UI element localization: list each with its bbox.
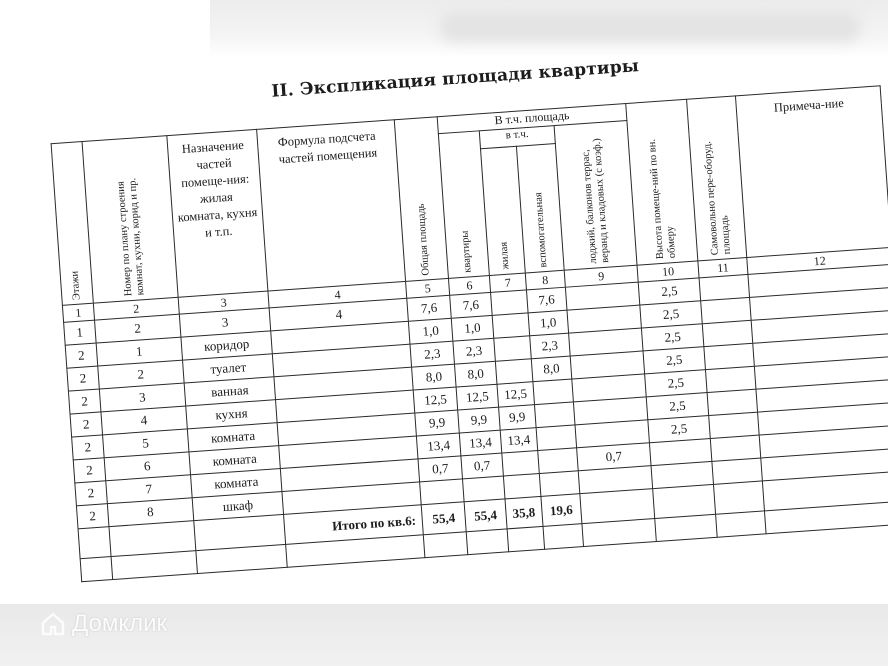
cell-unauthorized [704,343,754,369]
cell-number: 6 [104,452,190,481]
cell-empty [653,484,716,518]
cell-number: 1 [96,337,182,366]
cell-unauthorized [706,366,756,392]
cell-height: 2,5 [643,347,705,374]
col-number: 10 [637,261,699,282]
cell-height: 2,5 [640,301,702,328]
cell-height: 2,5 [646,393,708,420]
col-number: 6 [448,275,490,295]
cell-auxiliary: 7,6 [526,287,567,313]
cell-formula: 4 [269,298,408,331]
cell-purpose: комната [190,469,282,498]
cell-total: 12,5 [413,387,457,413]
cell-total: 13,4 [417,433,461,459]
cell-empty [466,529,508,555]
cell-purpose: кухня [186,400,278,429]
cell-empty [80,557,112,582]
cell-height: 2,5 [648,416,710,443]
cell-height: 2,5 [645,370,707,397]
header-unauthorized: Самовольно пере-оборуд. площадь [687,96,747,261]
cell-unauthorized [712,458,762,484]
cell-living [491,290,528,315]
cell-auxiliary: 2,3 [529,333,570,359]
cell-height: 2,5 [638,278,700,305]
cell-purpose: 3 [179,308,271,337]
cell-floor: 1 [64,320,96,345]
cell-floor: 2 [72,435,104,460]
cell-floor: 2 [70,412,102,437]
cell-living: 9,9 [499,405,536,430]
document-title: II. Экспликация площади квартиры [270,56,640,102]
cell-empty [423,532,467,558]
header-apartment: квартиры [438,131,489,279]
cell-unauthorized [709,412,759,438]
cell-total: 1,0 [409,318,453,344]
header-room-number: Номер по плану строения комнат, кухни, корид и пр. [82,136,178,304]
cell-total: 0,7 [418,456,462,482]
cell-living [502,451,539,476]
cell-living: 13,4 [500,428,537,453]
cell-auxiliary [534,402,575,428]
col-number: 9 [564,265,638,287]
header-group-area: В т.ч. площадь [437,104,627,134]
cell-empty [655,514,717,541]
cell-auxiliary: 1,0 [528,310,569,336]
house-logo-icon [40,611,66,637]
cell-living: 12,5 [497,382,534,407]
total-label: Итого по кв.6: [284,505,424,545]
col-number: 1 [62,303,94,322]
header-formula: Формула подсчета частей помещения [257,120,406,291]
header-floors: Этажи [51,142,93,306]
cell-apartment: 1,0 [451,315,493,341]
cell-floor: 2 [67,366,99,391]
document-sheet [38,19,888,616]
total-auxiliary: 19,6 [541,494,582,527]
cell-living [492,313,529,338]
cell-number: 5 [102,429,188,458]
cell-floor: 2 [73,458,105,483]
cell-auxiliary [538,448,579,474]
cell-auxiliary [533,379,574,405]
cell-number: 4 [101,406,187,435]
header-height: Высота помеще-ний по вн. обмеру [626,99,698,265]
header-balcony: лоджий, балконов террас, веранд и кладовых (с коэф.) [554,121,637,271]
cell-auxiliary [536,425,577,451]
cell-empty [582,519,656,547]
col-number: 11 [698,257,748,277]
cell-height: 2,5 [641,324,703,351]
cell-total: 9,9 [415,410,459,436]
col-number: 5 [406,278,450,298]
cell-unauthorized [702,320,752,346]
cell-apartment: 12,5 [456,384,498,410]
cell-purpose: комната [189,446,281,475]
total-general: 55,4 [421,502,466,535]
cell-empty [543,524,584,550]
cell-auxiliary: 8,0 [531,356,572,382]
total-living: 35,8 [505,496,543,528]
header-note: Примеча-ние [735,86,888,258]
header-purpose: Назначение частей помеще-ния: жилая комната, кухня и т.п. [167,129,269,297]
cell-number: 2 [98,360,184,389]
cell-floor: 2 [65,343,97,368]
cell-apartment: 13,4 [459,430,501,456]
cell-empty [111,551,197,580]
cell-living [503,474,540,499]
cell-number: 8 [107,498,193,527]
cell-total: 2,3 [410,341,454,367]
cell-empty [714,481,765,514]
cell-number: 2 [94,314,180,343]
header-auxiliary: вспомогательная [516,144,564,273]
header-living: жилая [480,146,525,275]
cell-floor: 2 [76,504,108,529]
cell-living [494,336,531,361]
cell-purpose: туалет [182,354,274,383]
col-number: 3 [178,291,269,314]
cell-purpose: шкаф [192,491,284,520]
cell-purpose: ванная [184,377,276,406]
cell-purpose: коридор [181,331,273,360]
cell-floor: 2 [68,389,100,414]
cell-auxiliary [539,471,580,497]
watermark-text: Домклик [72,610,168,637]
header-total-area: Общая площадь [394,117,448,282]
col-number: 2 [93,297,179,320]
cell-apartment: 8,0 [454,361,496,387]
watermark [40,610,167,638]
col-number: 8 [525,270,565,290]
cell-balcony: 0,7 [577,443,651,471]
cell-empty [716,511,766,537]
cell-empty [196,544,288,573]
col-number: 4 [268,281,407,308]
cell-floor: 2 [75,481,107,506]
cell-total: 8,0 [412,364,456,390]
cell-unauthorized [701,297,751,323]
cell-empty [78,527,111,559]
col-number: 12 [747,247,888,274]
explication-table [51,85,888,582]
cell-living [495,359,532,384]
cell-number: 3 [99,383,185,412]
cell-total: 7,6 [407,295,451,321]
cell-apartment: 0,7 [461,453,503,479]
cell-apartment: 9,9 [458,407,500,433]
cell-apartment: 2,3 [453,338,495,364]
total-apartment: 55,4 [464,499,507,532]
cell-purpose: комната [187,423,279,452]
cell-apartment: 7,6 [450,292,492,318]
cell-number: 7 [106,475,192,504]
cell-apartment [463,476,505,502]
header-subgroup: в т.ч. [479,126,555,149]
cell-total [420,479,464,505]
cell-empty [507,526,544,551]
col-number: 7 [489,273,526,292]
